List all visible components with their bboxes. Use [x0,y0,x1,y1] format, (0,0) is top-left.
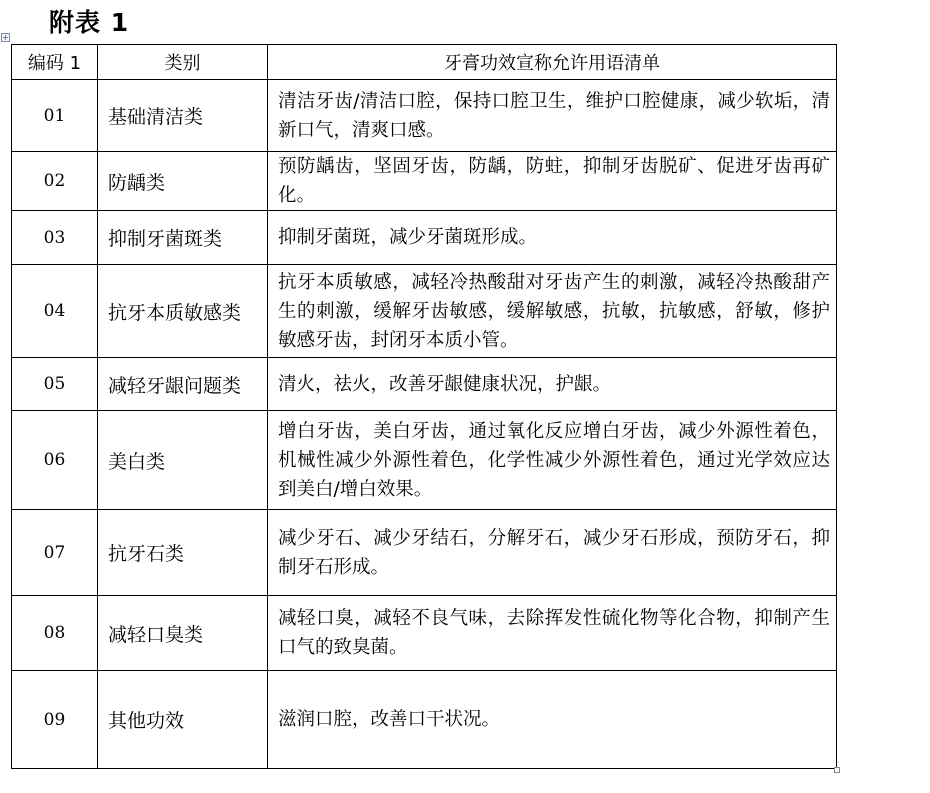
row-code: 02 [12,152,98,211]
row-code: 06 [12,411,98,510]
row-category: 美白类 [98,411,268,510]
header-claims: 牙膏功效宣称允许用语清单 [268,45,837,80]
row-code: 07 [12,510,98,596]
row-claims: 抗牙本质敏感，减轻冷热酸甜对牙齿产生的刺激，减轻冷热酸甜产生的刺激，缓解牙齿敏感，缓解敏感，抗敏，抗敏感，舒敏，修护敏感牙齿，封闭牙本质小管。 [268,265,837,358]
row-claims: 减少牙石、减少牙结石，分解牙石，减少牙石形成，预防牙石，抑制牙石形成。 [268,510,837,596]
row-category: 基础清洁类 [98,80,268,152]
row-category: 抗牙石类 [98,510,268,596]
claims-table [11,44,837,769]
table-row [12,671,837,769]
page-title: 附表 1 [49,8,130,37]
row-code: 03 [12,211,98,265]
table-row [12,211,837,265]
table-row [12,80,837,152]
table-row [12,358,837,411]
table-move-handle-icon[interactable]: + [2,33,9,42]
row-claims: 滋润口腔，改善口干状况。 [268,671,837,769]
row-category: 抑制牙菌斑类 [98,211,268,265]
row-claims: 增白牙齿，美白牙齿，通过氧化反应增白牙齿，减少外源性着色，机械性减少外源性着色，化学性减少外源性着色，通过光学效应达到美白/增白效果。 [268,411,837,510]
row-code: 08 [12,596,98,671]
row-claims: 减轻口臭，减轻不良气味，去除挥发性硫化物等化合物，抑制产生口气的致臭菌。 [268,596,837,671]
row-category: 减轻牙龈问题类 [98,358,268,411]
table-header-row [12,45,837,80]
row-category: 防龋类 [98,152,268,211]
table-row [12,411,837,510]
row-claims: 清洁牙齿/清洁口腔，保持口腔卫生，维护口腔健康，减少软垢，清新口气，清爽口感。 [268,80,837,152]
header-category: 类别 [98,45,268,80]
table-resize-handle[interactable] [834,767,840,773]
row-code: 01 [12,80,98,152]
row-code: 05 [12,358,98,411]
table-row [12,510,837,596]
row-claims: 预防龋齿，坚固牙齿，防龋，防蛀，抑制牙齿脱矿、促进牙齿再矿化。 [268,152,837,211]
table-row [12,152,837,211]
row-claims: 抑制牙菌斑，减少牙菌斑形成。 [268,211,837,265]
row-category: 抗牙本质敏感类 [98,265,268,358]
row-category: 减轻口臭类 [98,596,268,671]
table-row [12,265,837,358]
row-category: 其他功效 [98,671,268,769]
row-claims: 清火，祛火，改善牙龈健康状况，护龈。 [268,358,837,411]
table-row [12,596,837,671]
row-code: 09 [12,671,98,769]
header-code: 编码 1 [12,45,98,80]
row-code: 04 [12,265,98,358]
